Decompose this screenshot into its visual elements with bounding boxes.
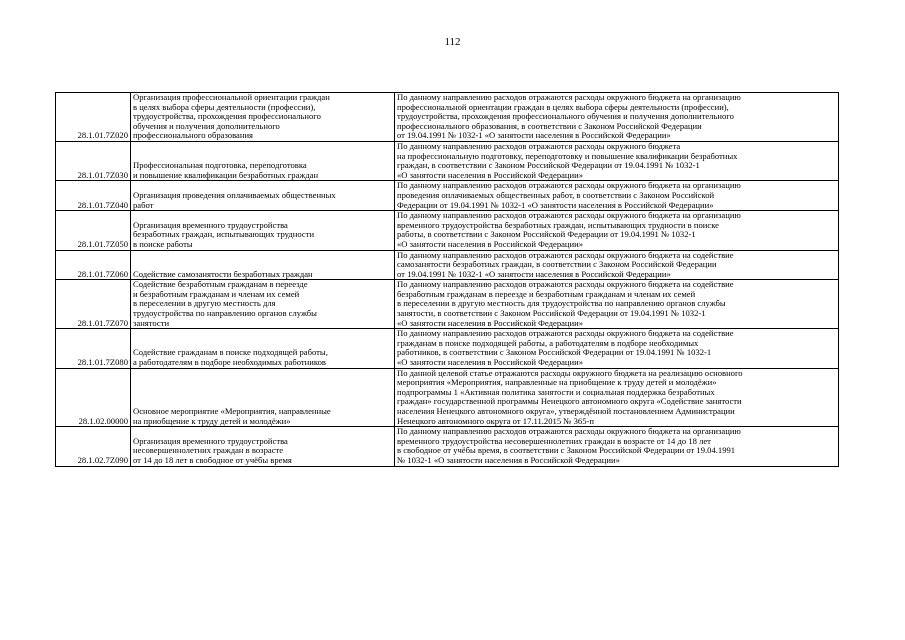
row-description-cell: По данному направлению расходов отражаются расходы окружного бюджета на содействие самозанятости безработных граждан, в соответствии с Законом Российской Федерации от 19.04.1991 № 1032-1 «О занятости населения в Российской Федерации» bbox=[395, 250, 839, 280]
table-row bbox=[56, 141, 839, 180]
table-row bbox=[56, 211, 839, 250]
table-row bbox=[56, 181, 839, 211]
budget-classification-table bbox=[55, 92, 839, 467]
table-row bbox=[56, 329, 839, 368]
row-code-cell: 28.1.01.7Z030 bbox=[56, 141, 131, 180]
row-name-cell: Содействие гражданам в поиске подходящей работы, а работодателям в подборе необходимых работников bbox=[131, 329, 395, 368]
row-description-cell: По данному направлению расходов отражаются расходы окружного бюджета на организацию временного трудоустройства безработных граждан, испытывающих трудности в поиске работы, в соответствии с Законом Российской Федерации от 19.04.1991 № 1032-1 «О занятости населения в Российской Федерации» bbox=[395, 211, 839, 250]
row-name-cell: Основное мероприятие «Мероприятия, направленные на приобщение к труду детей и молодёжи» bbox=[131, 368, 395, 427]
row-description-cell: По данному направлению расходов отражаются расходы окружного бюджета на организацию проведения оплачиваемых общественных работ, в соответствии с Законом Российской Федерации от 19.04.1991 № 1032-1 «О занятости населения в Российской Федерации» bbox=[395, 181, 839, 211]
row-code-cell: 28.1.01.7Z070 bbox=[56, 280, 131, 329]
table-row bbox=[56, 93, 839, 142]
row-description-cell: По данному направлению расходов отражаются расходы окружного бюджета на организацию профессиональной ориентации граждан в целях выбора сферы деятельности (профессии), трудоустройства, прохождения профессионального обучения и получения дополнительного профессионального образования, в соответствии с Законом Российской Федерации от 19.04.1991 № 1032-1 «О занятости населения в Российской Федерации» bbox=[395, 93, 839, 142]
row-description-cell: По данному направлению расходов отражаются расходы окружного бюджета на содействие гражданам в поиске подходящей работы, а работодателям в подборе необходимых работников, в соответствии с Законом Российской Федерации от 19.04.1991 № 1032-1 «О занятости населения в Российской Федерации» bbox=[395, 329, 839, 368]
row-name-cell: Содействие самозанятости безработных граждан bbox=[131, 250, 395, 280]
row-name-cell: Профессиональная подготовка, переподготовка и повышение квалификации безработных граждан bbox=[131, 141, 395, 180]
row-name-cell: Содействие безработным гражданам в переезде и безработным гражданам и членам их семей в переселении в другую местность для трудоустройства по направлению органов службы занятости bbox=[131, 280, 395, 329]
table-row bbox=[56, 280, 839, 329]
row-name-cell: Организация временного трудоустройства несовершеннолетних граждан в возрасте от 14 до 18 лет в свободное от учёбы время bbox=[131, 427, 395, 466]
row-name-cell: Организация профессиональной ориентации граждан в целях выбора сферы деятельности (профессии), трудоустройства, прохождения профессионального обучения и получения дополнительного профессионального образования bbox=[131, 93, 395, 142]
row-description-cell: По данному направлению расходов отражаются расходы окружного бюджета на организацию временного трудоустройства несовершеннолетних граждан в возрасте от 14 до 18 лет в свободное от учёбы время, в соответствии с Законом Российской Федерации от 19.04.1991 № 1032-1 «О занятости населения в Российской Федерации» bbox=[395, 427, 839, 466]
row-name-cell: Организация временного трудоустройства безработных граждан, испытывающих трудности в поиске работы bbox=[131, 211, 395, 250]
row-code-cell: 28.1.01.7Z040 bbox=[56, 181, 131, 211]
row-code-cell: 28.1.02.7Z090 bbox=[56, 427, 131, 466]
row-description-cell: По данной целевой статье отражаются расходы окружного бюджета на реализацию основного мероприятия «Мероприятия, направленные на приобщение к труду детей и молодёжи» подпрограммы 1 «Активная политика занятости и социальная поддержка безработных граждан» государственной программы Ненецкого автономного округа «Содействие занятости населения Ненецкого автономного округа», утверждённой постановлением Администрации Ненецкого автономного округа от 17.11.2015 № 365-п bbox=[395, 368, 839, 427]
table-row bbox=[56, 250, 839, 280]
table-row bbox=[56, 427, 839, 466]
row-description-cell: По данному направлению расходов отражаются расходы окружного бюджета на профессиональную подготовку, переподготовку и повышение квалификации безработных граждан, в соответствии с Законом Российской Федерации от 19.04.1991 № 1032-1 «О занятости населения в Российской Федерации» bbox=[395, 141, 839, 180]
row-code-cell: 28.1.02.00000 bbox=[56, 368, 131, 427]
table-row bbox=[56, 368, 839, 427]
row-code-cell: 28.1.01.7Z050 bbox=[56, 211, 131, 250]
row-code-cell: 28.1.01.7Z020 bbox=[56, 93, 131, 142]
row-code-cell: 28.1.01.7Z080 bbox=[56, 329, 131, 368]
row-code-cell: 28.1.01.7Z060 bbox=[56, 250, 131, 280]
row-description-cell: По данному направлению расходов отражаются расходы окружного бюджета на содействие безработным гражданам в переезде и безработным гражданам и членам их семей в переселении в другую местность для трудоустройства по направлению органов службы занятости, в соответствии с Законом Российской Федерации от 19.04.1991 № 1032-1 «О занятости населения в Российской Федерации» bbox=[395, 280, 839, 329]
page-number: 112 bbox=[444, 36, 461, 48]
row-name-cell: Организация проведения оплачиваемых общественных работ bbox=[131, 181, 395, 211]
